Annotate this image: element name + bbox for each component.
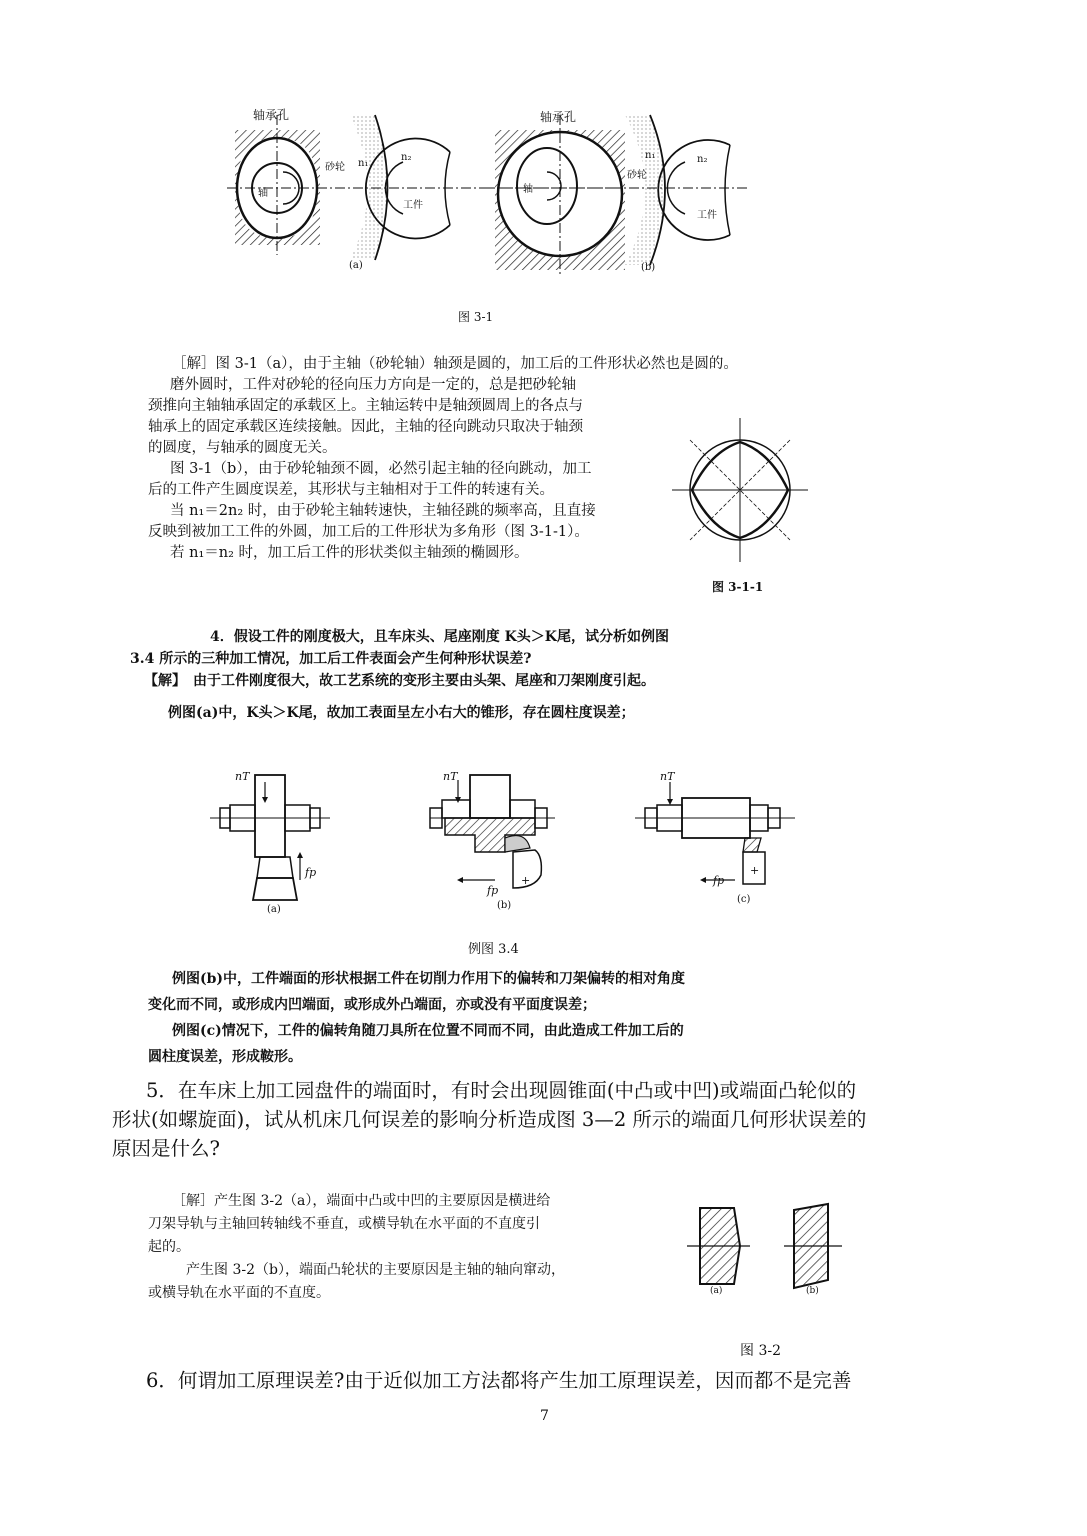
sol31-line: 磨外圆时，工件对砂轮的径向压力方向是一定的，总是把砂轮轴 (170, 377, 576, 393)
fig31b-n2-label: n₂ (697, 154, 708, 165)
sol5-line: 或横导轨在水平面的不直度。 (148, 1285, 330, 1301)
sol31-line: 反映到被加工工件的外圆，加工后的工件形状为多角形（图 3-1-1）。 (148, 524, 589, 540)
sol31-line: 若 n₁＝n₂ 时，加工后工件的形状类似主轴颈的椭圆形。 (170, 545, 529, 561)
figure-3-4 (205, 770, 805, 920)
sol34-line: 变化而不同，或形成内凹端面，或形成外凸端面，亦或没有平面度误差； (148, 997, 596, 1013)
fig31a-work-label: 工件 (403, 200, 423, 211)
q5-line: 5．在车床上加工园盘件的端面时，有时会出现圆锥面(中凸或中凹)或端面凸轮似的 (146, 1079, 857, 1102)
figure-3-2 (682, 1198, 852, 1302)
sol31-line: 图 3-1（b），由于砂轮轴颈不圆，必然引起主轴的径向跳动，加工 (170, 461, 592, 477)
question-6 (146, 1366, 1026, 1395)
fig311-caption: 图 3-1-1 (712, 580, 764, 594)
sol34-line: 圆柱度误差，形成鞍形。 (148, 1049, 302, 1065)
sol5-line: 起的。 (148, 1239, 190, 1255)
figure-3-1-1-drawing (670, 412, 810, 572)
sol31-line: 后的工件产生圆度误差，其形状与主轴相对于工件的转速有关。 (148, 482, 554, 498)
sol5-line: ［解］产生图 3-2（a），端面中凸或中凹的主要原因是横进给 (172, 1193, 551, 1209)
fig34b-plus: + (521, 874, 531, 887)
q4-line: 例图(a)中，K头＞K尾，故加工表面呈左小右大的锥形，存在圆柱度误差； (168, 705, 635, 721)
sol31-line: 当 n₁＝2n₂ 时，由于砂轮主轴转速快，主轴径跳的频率高，且直接 (170, 503, 596, 519)
sol31-line: ［解］图 3-1（a），由于主轴（砂轮轴）轴颈是圆的，加工后的工件形状必然也是圆的。 (172, 356, 738, 372)
fig31b-work-label: 工件 (697, 210, 717, 221)
question-4 (130, 626, 850, 724)
fig34-caption: 例图 3.4 (468, 942, 519, 957)
fig34b-nT: nT (443, 770, 458, 783)
fig34a-nT: nT (235, 770, 250, 783)
sol31-line: 的圆度，与轴承的圆度无关。 (148, 440, 337, 456)
sol34-line: 例图(b)中，工件端面的形状根据工件在切削力作用下的偏转和刀架偏转的相对角度 (172, 971, 686, 987)
fig32a-label: (a) (710, 1286, 723, 1296)
q4-line: 4．假设工件的刚度极大，且车床头、尾座刚度 K头＞K尾，试分析如例图 (210, 629, 669, 645)
figure-3-1-1 (670, 412, 810, 572)
solution-3-4 (148, 966, 868, 1070)
question-5 (112, 1076, 992, 1163)
fig34b-fp: fp (487, 884, 499, 897)
figure-3-1 (225, 100, 765, 285)
q5-line: 形状(如螺旋面)，试从机床几何误差的影响分析造成图 3—2 所示的端面几何形状误差的 (112, 1108, 867, 1131)
fig31a-bearing-label: 轴承孔 (253, 108, 290, 122)
q5-line: 原因是什么? (112, 1137, 220, 1160)
fig34c-nT: nT (660, 770, 675, 783)
q6-line: 6．何谓加工原理误差?由于近似加工方法都将产生加工原理误差，因而都不是完善 (146, 1369, 852, 1392)
sol5-line: 刀架导轨与主轴回转轴线不垂直，或横导轨在水平面的不直度引 (148, 1216, 540, 1232)
fig31b-wheel-label: 砂轮 (627, 170, 647, 181)
fig31b-bearing-label: 轴承孔 (540, 110, 577, 124)
fig31-caption: 图 3-1 (458, 310, 494, 324)
fig32-caption: 图 3-2 (740, 1343, 781, 1359)
figure-3-1-drawing (225, 100, 765, 285)
fig34c-plus: + (750, 864, 760, 877)
q4-line: 【解】 由于工件刚度很大，故工艺系统的变形主要由头架、尾座和刀架刚度引起。 (144, 673, 655, 689)
figure-3-2-drawing (682, 1198, 852, 1302)
fig34c-fp: fp (713, 874, 725, 887)
sol31-line: 轴承上的固定承载区连续接触。因此，主轴的径向跳动只取决于轴颈 (148, 419, 583, 435)
fig34b-label: (b) (497, 900, 512, 911)
fig31a-n2-label: n₂ (401, 152, 412, 163)
fig31b-label: (b) (641, 262, 656, 273)
fig31a-label: (a) (349, 260, 363, 271)
solution-5 (148, 1190, 688, 1305)
page-number: 7 (540, 1408, 549, 1424)
sol31-line: 颈推向主轴轴承固定的承载区上。主轴运转中是轴颈圆周上的各点与 (148, 398, 583, 414)
fig34a-label: (a) (267, 904, 281, 915)
figure-3-4-drawing (205, 770, 805, 920)
sol34-line: 例图(c)情况下，工件的偏转角随刀具所在位置不同而不同，由此造成工件加工后的 (172, 1023, 684, 1039)
fig31a-wheel-label: 砂轮 (325, 162, 345, 173)
fig32b-label: (b) (806, 1286, 819, 1296)
fig34a-fp: fp (305, 866, 317, 879)
fig31a-n1-label: n₁ (358, 158, 369, 169)
fig34c-label: (c) (737, 894, 751, 905)
sol5-line: 产生图 3-2（b），端面凸轮状的主要原因是主轴的轴向窜动， (186, 1262, 565, 1278)
fig31b-n1-label: n₁ (645, 150, 656, 161)
q4-line: 3.4 所示的三种加工情况，加工后工件表面会产生何种形状误差? (130, 651, 532, 667)
fig31a-shaft-label: 轴 (258, 188, 268, 199)
fig31b-shaft-label: 轴 (523, 184, 533, 195)
